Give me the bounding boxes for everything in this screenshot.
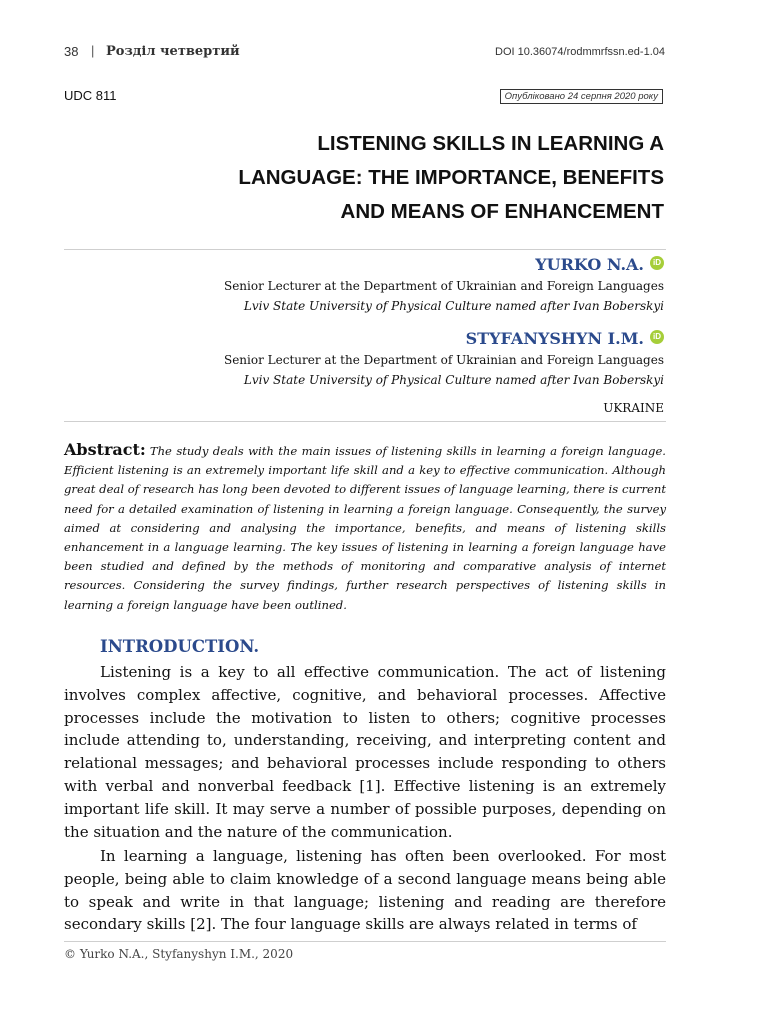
header-separator: | <box>91 43 95 58</box>
footer-divider <box>64 941 666 942</box>
title-line: LISTENING SKILLS IN LEARNING A <box>317 132 664 155</box>
introduction-heading: INTRODUCTION. <box>100 637 260 656</box>
author-position: Senior Lecturer at the Department of Ukrainian and Foreign Languages <box>223 279 664 293</box>
orcid-icon[interactable]: iD <box>650 330 664 344</box>
author-institution: Lviv State University of Physical Culture named after Ivan Boberskyi <box>243 299 664 313</box>
abstract-label: Abstract: <box>64 440 146 459</box>
author-name: YURKO N.A. <box>535 255 644 274</box>
abstract-text: The study deals with the main issues of listening skills in learning a foreign language. Efficient listening is an extremely important life skill and a key to effective communication. Although great deal of research has long been devoted to different issues of language learning, there is current need for a detailed examination of listening in learning a foreign language. Consequently, the survey aimed at considering and analysing the importance, benefits, and means of listening skills enhancement in a language learning. The key issues of listening in learning a foreign language have been studied and defined by the methods of monitoring and comparative analysis of internet resources. Considering the survey findings, further research perspectives of listening skills in learning a foreign language have been outlined. <box>64 444 666 612</box>
country: UKRAINE <box>603 401 664 415</box>
abstract <box>64 440 666 615</box>
divider <box>64 421 666 422</box>
udc-code: UDC 811 <box>64 88 117 103</box>
article-title <box>124 127 664 229</box>
copyright: © Yurko N.A., Styfanyshyn I.M., 2020 <box>64 947 294 961</box>
author-institution: Lviv State University of Physical Culture named after Ivan Boberskyi <box>243 373 664 387</box>
divider <box>64 249 666 250</box>
author-position: Senior Lecturer at the Department of Ukrainian and Foreign Languages <box>223 353 664 367</box>
section-title: Розділ четвертий <box>106 44 240 59</box>
body-paragraph: Listening is a key to all effective communication. The act of listening involves complex affective, cognitive, and behavioral processes. Affective processes include the motivation to listen to others; cognitive processes include attending to, understanding, receiving, and interpreting content and relational messages; and behavioral processes include responding to others with verbal and nonverbal feedback [1]. Effective listening is an extremely important life skill. It may serve a number of possible purposes, depending on the situation and the nature of the communication. <box>64 663 666 841</box>
doi-text: DOI 10.36074/rodmmrfssn.ed-1.04 <box>495 46 665 58</box>
page-number: 38 <box>64 44 79 59</box>
published-date-box: Опубліковано 24 серпня 2020 року <box>500 89 663 104</box>
orcid-icon[interactable]: iD <box>650 256 664 270</box>
body-paragraph: In learning a language, listening has often been overlooked. For most people, being able to claim knowledge of a second language means being able to speak and write in that language; listening and reading are therefore secondary skills [2]. The four language skills are always related in terms of <box>64 847 666 934</box>
author-name: STYFANYSHYN I.M. <box>465 329 644 348</box>
title-line: LANGUAGE: THE IMPORTANCE, BENEFITS <box>238 166 664 189</box>
title-line: AND MEANS OF ENHANCEMENT <box>340 200 664 223</box>
